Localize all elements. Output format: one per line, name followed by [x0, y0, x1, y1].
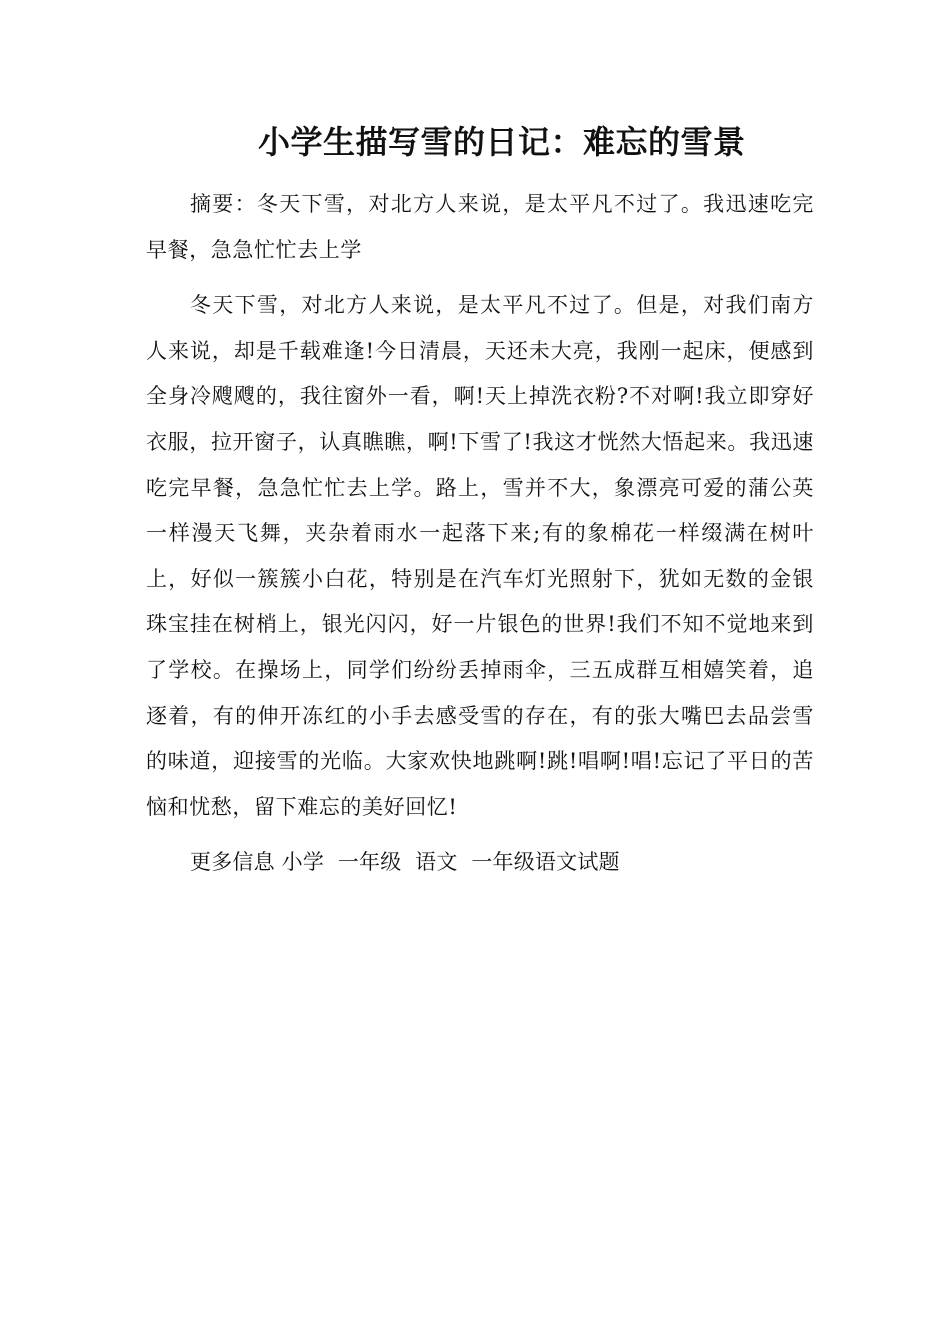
- tags-line: 更多信息 小学 一年级 语文 一年级语文试题: [190, 850, 620, 875]
- summary-paragraph: 摘要：冬天下雪，对北方人来说，是太平凡不过了。我迅速吃完早餐，急急忙忙去上学: [146, 192, 814, 262]
- body-paragraph: 冬天下雪，对北方人来说，是太平凡不过了。但是，对我们南方人来说，却是千载难逢!今日清晨，天还未大亮，我刚一起床，便感到全身冷飕飕的，我往窗外一看，啊!天上掉洗衣粉?不对啊!我立即穿好衣服，拉开窗子，认真瞧瞧，啊!下雪了!我这才恍然大悟起来。我迅速吃完早餐，急急忙忙去上学。路上，雪并不大，象漂亮可爱的蒲公英一样漫天飞舞，夹杂着雨水一起落下来;有的象棉花一样缀满在树叶上，好似一簇簇小白花，特别是在汽车灯光照射下，犹如无数的金银珠宝挂在树梢上，银光闪闪，好一片银色的世界!我们不知不觉地来到了学校。在操场上，同学们纷纷丢掉雨伞，三五成群互相嬉笑着，追逐着，有的伸开冻红的小手去感受雪的存在，有的张大嘴巴去品尝雪的味道，迎接雪的光临。大家欢快地跳啊!跳!唱啊!唱!忘记了平日的苦恼和忧愁，留下难忘的美好回忆!: [146, 293, 814, 819]
- document-title: 小学生描写雪的日记：难忘的雪景: [258, 123, 746, 161]
- document-body: [146, 182, 814, 896]
